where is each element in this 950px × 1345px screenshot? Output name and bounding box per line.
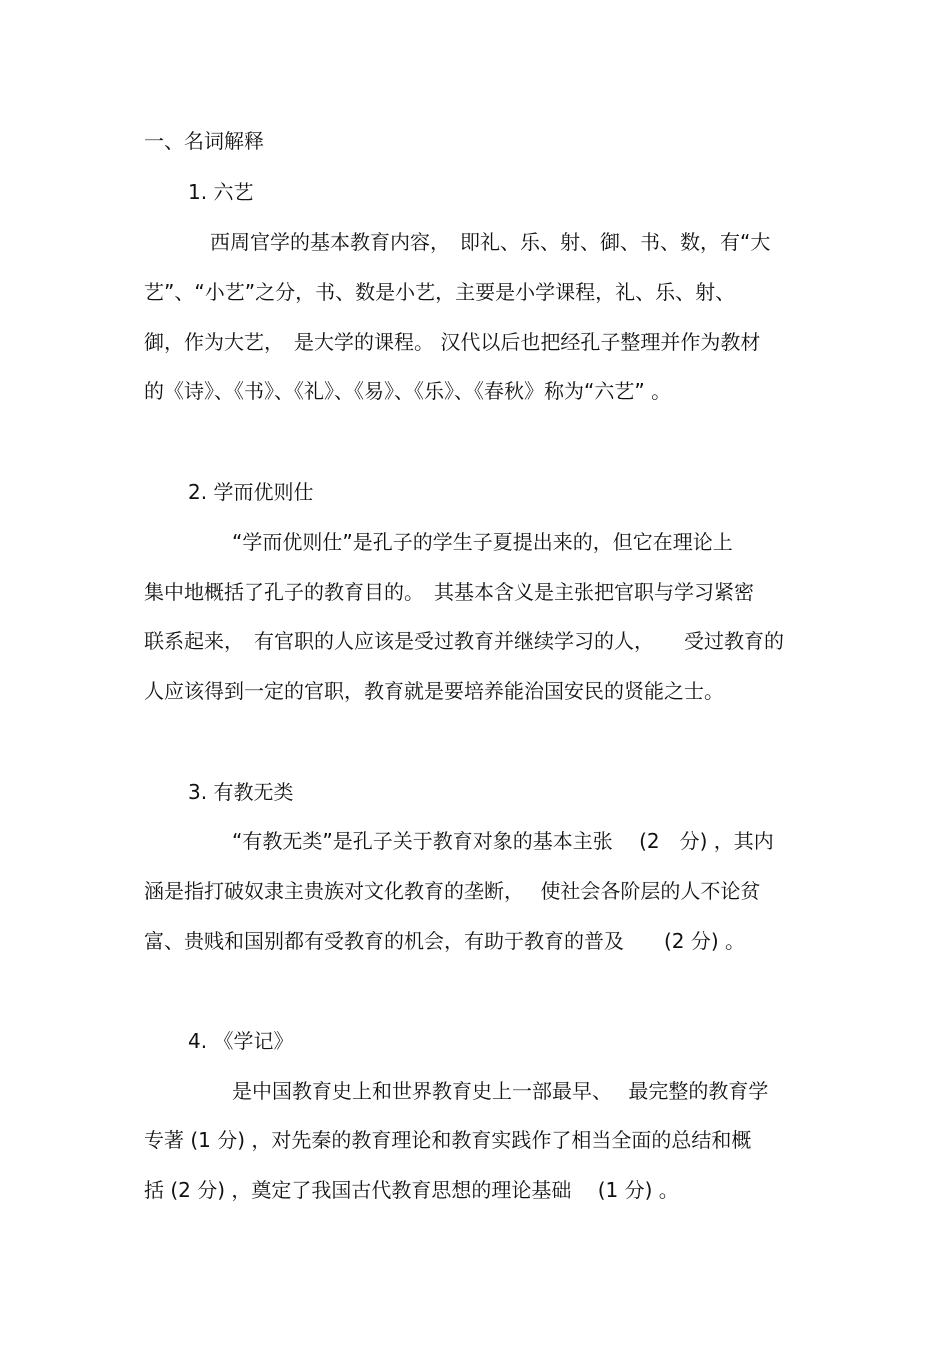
paragraph-line: 艺”、“小艺”之分，书、数是小艺，主要是小学课程，礼、乐、射、	[144, 280, 736, 304]
paragraph-line: 的《诗》、《书》、《礼》、《易》、《乐》、《春秋》称为“六艺” 。	[144, 379, 672, 403]
paragraph-line: 集中地概括了孔子的教育目的。 其基本含义是主张把官职与学习紧密	[144, 580, 754, 604]
paragraph-line: “学而优则仕”是孔子的学生子夏提出来的，但它在理论上	[232, 530, 733, 554]
term-heading-xueji: 4. 《学记》	[188, 1029, 294, 1053]
paragraph-line: 富、贵贱和国别都有受教育的机会，有助于教育的普及 (2 分) 。	[144, 929, 746, 953]
paragraph-line: 人应该得到一定的官职，教育就是要培养能治国安民的贤能之士。	[144, 679, 724, 703]
paragraph-line: 御，作为大艺， 是大学的课程。 汉代以后也把经孔子整理并作为教材	[144, 330, 761, 354]
paragraph-line: 专著 (1 分) ，对先秦的教育理论和教育实践作了相当全面的总结和概	[144, 1128, 752, 1152]
paragraph-line: 是中国教育史上和世界教育史上一部最早、 最完整的教育学	[232, 1079, 769, 1103]
section-title: 一、名词解释	[144, 129, 264, 153]
paragraph-line: “有教无类”是孔子关于教育对象的基本主张 (2 分) ，其内	[232, 829, 774, 853]
paragraph-line: 涵是指打破奴隶主贵族对文化教育的垄断， 使社会各阶层的人不论贫	[144, 879, 761, 903]
term-heading-liuyi: 1. 六艺	[188, 180, 254, 204]
paragraph-line: 括 (2 分) ，奠定了我国古代教育思想的理论基础 (1 分) 。	[144, 1178, 679, 1202]
term-heading-xueeryouzeshi: 2. 学而优则仕	[188, 480, 314, 504]
term-heading-youjiaowulei: 3. 有教无类	[188, 780, 294, 804]
paragraph-line: 联系起来， 有官职的人应该是受过教育并继续学习的人， 受过教育的	[144, 629, 784, 653]
paragraph-line: 西周官学的基本教育内容， 即礼、乐、射、御、书、数，有“大	[210, 230, 771, 254]
